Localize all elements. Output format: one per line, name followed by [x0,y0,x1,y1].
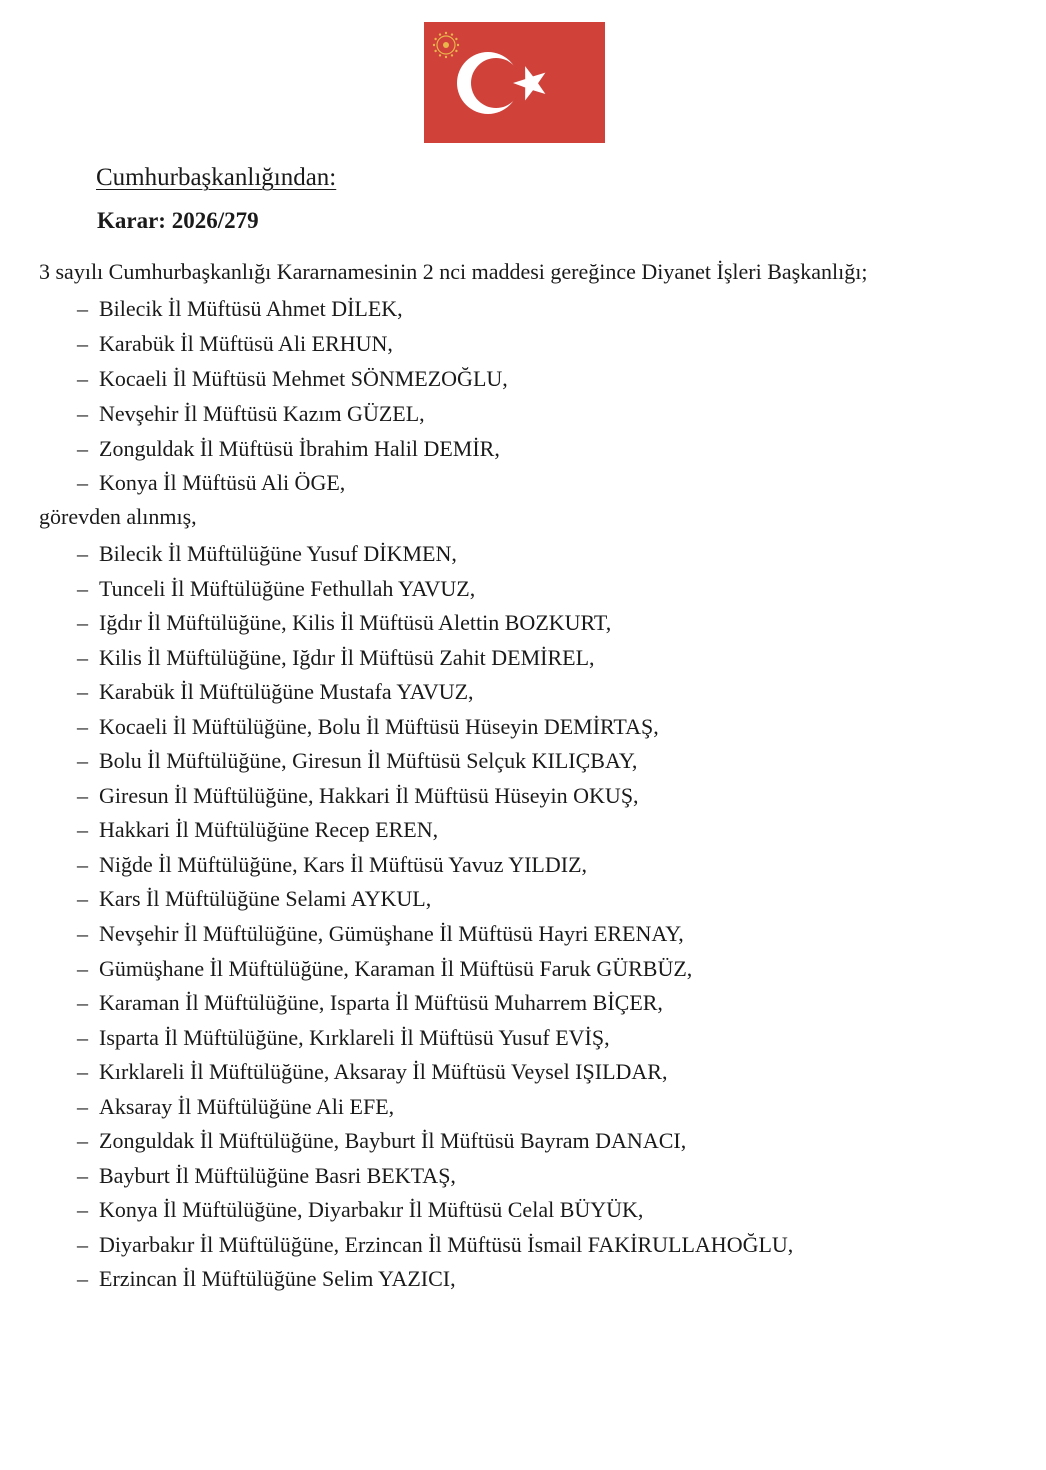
list-item [77,813,793,848]
dash-marker: – [77,886,88,912]
list-item [77,466,508,501]
list-item [77,1159,793,1194]
dash-marker: – [77,990,88,1016]
dash-marker: – [77,541,88,566]
list-item [77,1262,793,1297]
list-item [77,779,793,814]
dash-marker: – [77,921,88,947]
dash-marker: – [77,955,88,981]
list-item-text: Kars İl Müftülüğüne Selami AYKUL, [99,886,432,912]
dash-marker: – [77,296,88,321]
dash-marker: – [77,1197,88,1223]
dash-marker: – [77,1128,88,1154]
turkish-flag-icon [424,22,605,143]
list-item-text: Konya İl Müftülüğüne, Diyarbakır İl Müftüsü Celal BÜYÜK, [99,1197,644,1223]
dash-marker: – [77,1024,88,1050]
appointed-officials-list [77,537,793,1297]
dash-marker: – [77,1162,88,1188]
list-item [77,327,508,362]
dash-marker: – [77,782,88,808]
list-item-text: Aksaray İl Müftülüğüne Ali EFE, [99,1093,395,1119]
list-item [77,606,793,641]
list-item [77,675,793,710]
dash-marker: – [77,1266,88,1292]
decision-number: Karar: 2026/279 [97,208,259,233]
dash-marker: – [77,851,88,877]
dash-marker: – [77,575,88,601]
list-item [77,744,793,779]
intro-paragraph: 3 sayılı Cumhurbaşkanlığı Kararnamesinin 2 nci maddesi gereğince Diyanet İşleri Başkanlığı; [39,259,868,284]
list-item [77,1090,793,1125]
list-item-text: Giresun İl Müftülüğüne, Hakkari İl Müftüsü Hüseyin OKUŞ, [99,782,639,808]
list-item-text: Bilecik İl Müftüsü Ahmet DİLEK, [99,296,403,321]
list-item [77,710,793,745]
list-item-text: Kırklareli İl Müftülüğüne, Aksaray İl Müftüsü Veysel IŞILDAR, [99,1059,668,1085]
list-item [77,432,508,467]
list-item [77,848,793,883]
list-item [77,397,508,432]
list-item [77,1021,793,1056]
list-item [77,952,793,987]
list-item-text: Iğdır İl Müftülüğüne, Kilis İl Müftüsü Alettin BOZKURT, [99,610,612,636]
list-item [77,917,793,952]
list-item-text: Kocaeli İl Müftülüğüne, Bolu İl Müftüsü Hüseyin DEMİRTAŞ, [99,713,659,739]
list-item [77,362,508,397]
dash-marker: – [77,1059,88,1085]
list-item-text: Erzincan İl Müftülüğüne Selim YAZICI, [99,1266,456,1292]
list-item [77,1228,793,1263]
list-item-text: Bilecik İl Müftülüğüne Yusuf DİKMEN, [99,541,457,566]
list-item-text: Karabük İl Müftülüğüne Mustafa YAVUZ, [99,679,474,705]
dash-marker: – [77,713,88,739]
list-item-text: Karabük İl Müftüsü Ali ERHUN, [99,330,393,356]
list-item-text: Karaman İl Müftülüğüne, Isparta İl Müftüsü Muharrem BİÇER, [99,990,663,1016]
dash-marker: – [77,817,88,843]
dash-marker: – [77,435,88,461]
dash-marker: – [77,470,88,496]
list-item-text: Bolu İl Müftülüğüne, Giresun İl Müftüsü Selçuk KILIÇBAY, [99,748,638,774]
list-item-text: Hakkari İl Müftülüğüne Recep EREN, [99,817,439,843]
dash-marker: – [77,679,88,705]
list-item-text: Nevşehir İl Müftülüğüne, Gümüşhane İl Müftüsü Hayri ERENAY, [99,921,684,947]
dash-marker: – [77,330,88,356]
list-item-text: Diyarbakır İl Müftülüğüne, Erzincan İl Müftüsü İsmail FAKİRULLAHOĞLU, [99,1231,794,1257]
removed-label: görevden alınmış, [39,504,197,529]
list-item [77,537,793,572]
dash-marker: – [77,748,88,774]
list-item-text: Konya İl Müftüsü Ali ÖGE, [99,470,346,496]
dash-marker: – [77,610,88,636]
list-item-text: Tunceli İl Müftülüğüne Fethullah YAVUZ, [99,575,476,601]
list-item-text: Gümüşhane İl Müftülüğüne, Karaman İl Müftüsü Faruk GÜRBÜZ, [99,955,693,981]
list-item [77,292,508,327]
removed-officials-list [77,292,508,501]
issuer-heading: Cumhurbaşkanlığından: [96,164,337,191]
list-item [77,1055,793,1090]
list-item-text: Zonguldak İl Müftüsü İbrahim Halil DEMİR, [99,435,500,461]
list-item-text: Nevşehir İl Müftüsü Kazım GÜZEL, [99,400,425,426]
list-item [77,572,793,607]
list-item [77,1124,793,1159]
dash-marker: – [77,365,88,391]
list-item-text: Isparta İl Müftülüğüne, Kırklareli İl Müftüsü Yusuf EVİŞ, [99,1024,610,1050]
list-item [77,986,793,1021]
list-item-text: Zonguldak İl Müftülüğüne, Bayburt İl Müftüsü Bayram DANACI, [99,1128,687,1154]
list-item [77,882,793,917]
list-item [77,1193,793,1228]
list-item-text: Niğde İl Müftülüğüne, Kars İl Müftüsü Yavuz YILDIZ, [99,851,588,877]
dash-marker: – [77,1231,88,1257]
list-item-text: Bayburt İl Müftülüğüne Basri BEKTAŞ, [99,1162,456,1188]
dash-marker: – [77,1093,88,1119]
list-item-text: Kocaeli İl Müftüsü Mehmet SÖNMEZOĞLU, [99,365,508,391]
list-item [77,641,793,676]
dash-marker: – [77,400,88,426]
list-item-text: Kilis İl Müftülüğüne, Iğdır İl Müftüsü Zahit DEMİREL, [99,644,595,670]
dash-marker: – [77,644,88,670]
